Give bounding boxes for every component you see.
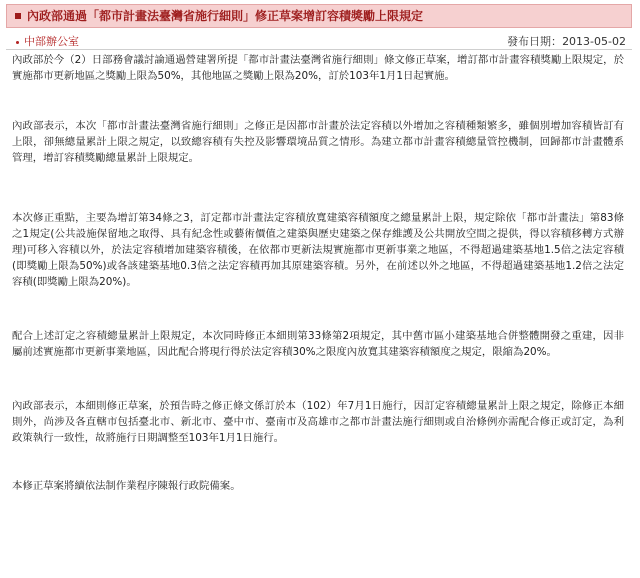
article-meta [6, 29, 632, 50]
department-info [16, 33, 79, 49]
body-paragraph: 本修正草案將續依法制作業程序陳報行政院備案。 [12, 480, 241, 492]
article-title: 內政部通過「都市計畫法臺灣省施行細則」修正草案增訂容積獎勵上限規定 [27, 9, 424, 23]
body-paragraph: 本次修正重點，主要為增訂第34條之3，訂定都市計畫法定容積放寬建築容積額度之總量累計上限，規定除依「都市計畫法」第83條之1規定(公共設施保留地之取得、具有紀念性或藝術價值之建築與歷史建築之保存維護及公共開放空間之提供，得以容積移轉方式辦理)可移入容積以外，於法定容積增加建築容積後，在依都市更新法規實施都市更新事業之地區，不得超過建築基地1.5倍之法定容積(即獎勵上限為50%)或各該建築基地0.3倍之法定容積再加其原建築容積。另外，在前述以外之地區，不得超過建築基地1.2倍之法定容積(即獎勵上限為20%)。 [12, 212, 624, 288]
body-paragraph: 內政部表示，本細則修正草案，於預告時之修正條文係訂於本（102）年7月1日施行，因訂定容積總量累計上限之規定，除修正本細則外，尚涉及各直轄市包括臺北市、新北市、臺中市、臺南市及高雄市之都市計畫法施行細則或自治條例亦需配合修正或訂定，為利政策執行一致性，故將施行日期調整至103年1月1日施行。 [12, 400, 624, 444]
body-paragraph: 配合上述訂定之容積總量累計上限規定，本次同時修正本細則第33條第2項規定，其中舊市區小建築基地合併整體開發之重建，因非屬前述實施都市更新事業地區，因此配合將現行得於法定容積30%之限度內放寬其建築容積額度之規定，限縮為20%。 [12, 330, 624, 358]
bullet-dot-icon [16, 41, 19, 44]
article-title-bar [6, 4, 632, 28]
department-name: 中部辦公室 [24, 35, 79, 48]
article-body [12, 52, 624, 524]
body-paragraph: 內政部表示，本次「都市計畫法臺灣省施行細則」之修正是因都市計畫於法定容積以外增加之容積種類繁多，雖個別增加容積皆訂有上限，卻無總量累計上限之規定，以致總容積有失控及影響環境品質之情形。為建立都市計畫容積總量管控機制，回歸都市計畫體系管理，增訂容積獎勵總量累計上限規定。 [12, 120, 624, 164]
body-paragraph: 內政部於今（2）日部務會議討論通過營建署所提「都市計畫法臺灣省施行細則」條文修正草案，增訂都市計畫容積獎勵上限規定，於實施都市更新地區之獎勵上限為50%，其他地區之獎勵上限為20%，訂於103年1月1日起實施。 [12, 54, 624, 82]
publish-date-value: 2013-05-02 [562, 35, 626, 48]
title-bullet-icon [15, 13, 21, 19]
publish-date [507, 33, 626, 49]
publish-date-label: 發布日期： [507, 35, 563, 48]
